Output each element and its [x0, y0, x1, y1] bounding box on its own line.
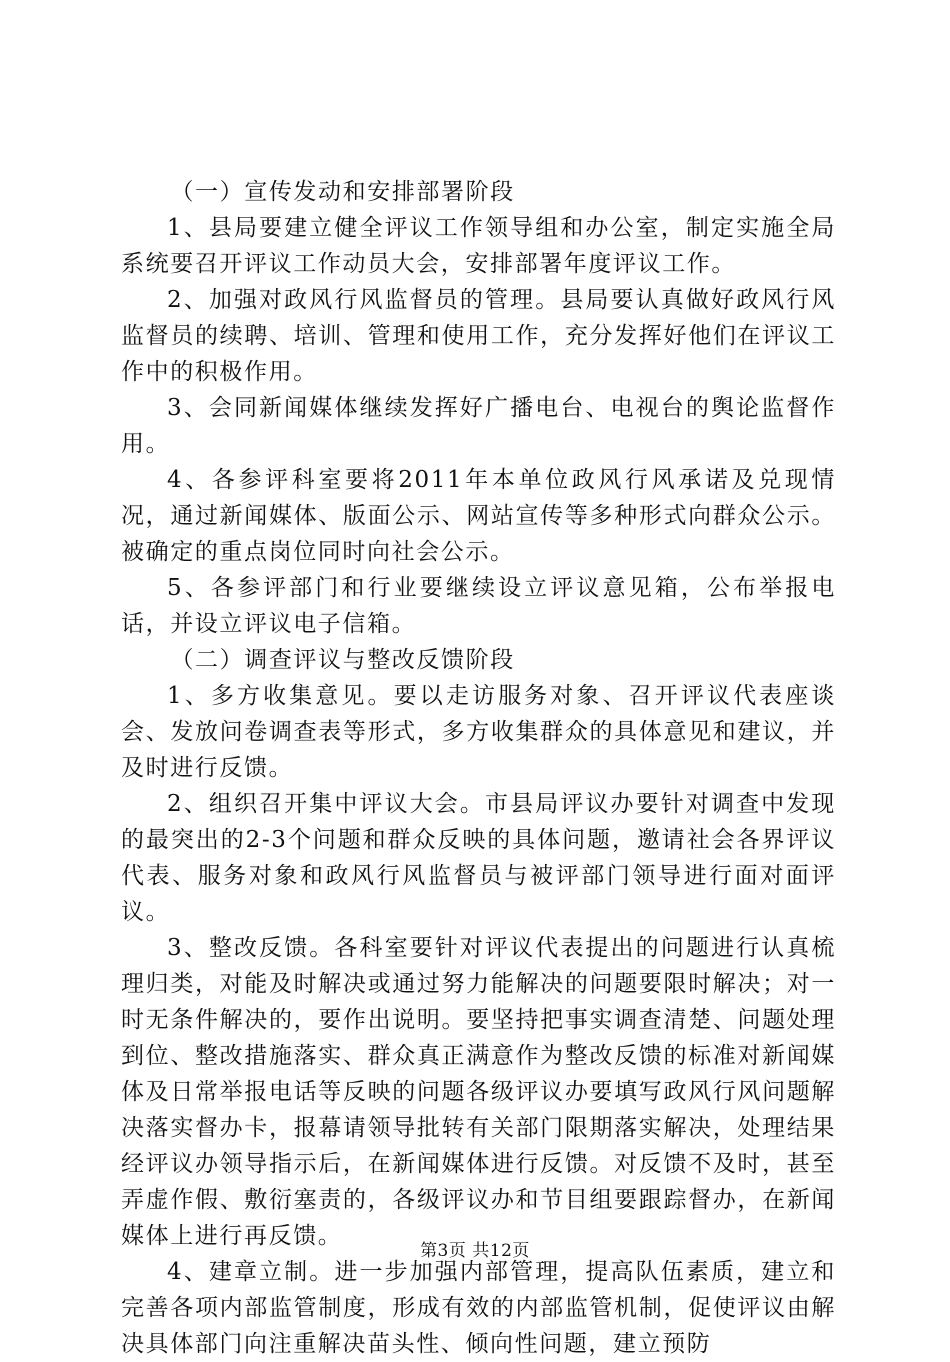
section-heading-2: （二）调查评议与整改反馈阶段 — [170, 647, 515, 673]
paragraph: 3、整改反馈。各科室要针对评议代表提出的问题进行认真梳理归类，对能及时解决或通过努力能解决的问题要限时解决；对一时无条件解决的，要作出说明。要坚持把事实调查清楚、问题处理到位、整改措施落实、群众真正满意作为整改反馈的标准对新闻媒体及日常举报电话等反映的问题各级评议办要填写政风行风问题解决落实督办卡，报幕请领导批转有关部门限期落实解决，处理结果经评议办领导指示后，在新闻媒体进行反馈。对反馈不及时，甚至弄虚作假、敷衍塞责的，各级评议办和节目组要跟踪督办，在新闻媒体上进行再反馈。 — [121, 935, 836, 1249]
paragraph: 2、组织召开集中评议大会。市县局评议办要针对调查中发现的最突出的2-3个问题和群众反映的具体问题，邀请社会各界评议代表、服务对象和政风行风监督员与被评部门领导进行面对面评议。 — [121, 791, 836, 925]
paragraph: 4、建章立制。进一步加强内部管理，提高队伍素质，建立和完善各项内部监管制度，形成有效的内部监管机制，促使评议由解决具体部门向注重解决苗头性、倾向性问题，建立预防 — [121, 1259, 836, 1357]
paragraph: 4、各参评科室要将2011年本单位政风行风承诺及兑现情况，通过新闻媒体、版面公示、网站宣传等多种形式向群众公示。被确定的重点岗位同时向社会公示。 — [121, 467, 836, 565]
paragraph: 2、加强对政风行风监督员的管理。县局要认真做好政风行风监督员的续聘、培训、管理和使用工作，充分发挥好他们在评议工作中的积极作用。 — [121, 287, 836, 385]
page-number-footer: 第3页 共12页 — [420, 1241, 530, 1261]
section-heading-1: （一）宣传发动和安排部署阶段 — [170, 179, 515, 205]
document-body — [121, 174, 836, 1362]
paragraph: 1、多方收集意见。要以走访服务对象、召开评议代表座谈会、发放问卷调查表等形式，多方收集群众的具体意见和建议，并及时进行反馈。 — [121, 683, 836, 781]
paragraph: 3、会同新闻媒体继续发挥好广播电台、电视台的舆论监督作用。 — [121, 395, 836, 457]
paragraph: 1、县局要建立健全评议工作领导组和办公室，制定实施全局系统要召开评议工作动员大会，安排部署年度评议工作。 — [121, 215, 836, 277]
paragraph: 5、各参评部门和行业要继续设立评议意见箱，公布举报电话，并设立评议电子信箱。 — [121, 575, 836, 637]
